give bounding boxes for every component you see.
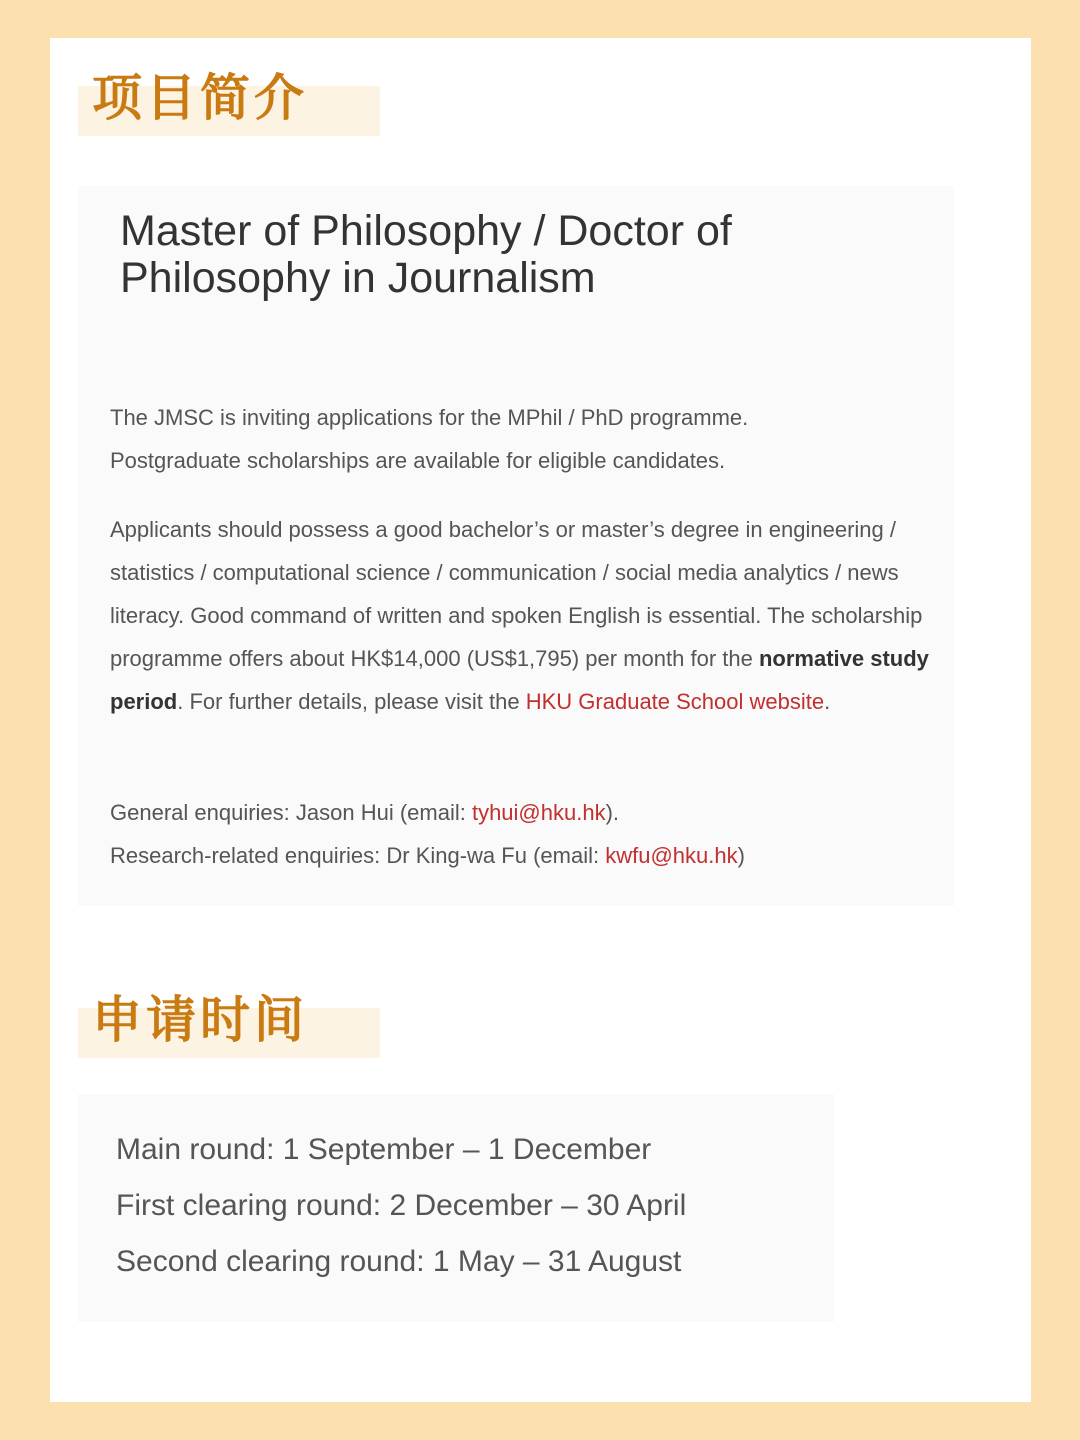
first-clearing-round: First clearing round: 2 December – 30 April (116, 1189, 687, 1222)
requirements-after-bold: . For further details, please visit the (177, 689, 526, 714)
second-clearing-round: Second clearing round: 1 May – 31 August (116, 1245, 682, 1278)
general-enquiries-prefix: General enquiries: Jason Hui (email: (110, 800, 472, 825)
requirements-paragraph (110, 508, 940, 723)
intro-line-2: Postgraduate scholarships are available for eligible candidates. (110, 448, 726, 473)
research-enquiries-prefix: Research-related enquiries: Dr King-wa Fu (email: (110, 843, 606, 868)
enquiries-paragraph (110, 791, 930, 877)
graduate-school-link[interactable]: HKU Graduate School website (525, 689, 825, 714)
intro-heading-text: 项目简介 (92, 69, 308, 127)
content-card (50, 38, 1031, 1402)
normative-study-period: normative study period (110, 646, 929, 714)
requirements-end: . (824, 689, 831, 714)
research-enquiries-email-link[interactable]: kwfu@hku.hk (605, 843, 738, 868)
general-enquiries-email-link[interactable]: tyhui@hku.hk (471, 800, 606, 825)
programme-panel (78, 186, 954, 906)
general-enquiries (110, 800, 619, 825)
intro-paragraph (110, 396, 930, 482)
intro-line-1: The JMSC is inviting applications for the MPhil / PhD programme. (110, 405, 749, 430)
programme-title: Master of Philosophy / Doctor of Philosophy in Journalism (120, 207, 732, 302)
research-enquiries (110, 843, 745, 868)
general-enquiries-suffix: ). (605, 800, 620, 825)
intro-section-heading (78, 69, 380, 136)
main-round: Main round: 1 September – 1 December (116, 1133, 652, 1166)
application-rounds-panel (78, 1094, 834, 1322)
timeline-heading-text: 申请时间 (92, 991, 308, 1049)
research-enquiries-suffix: ) (737, 843, 745, 868)
timeline-section-heading (78, 991, 380, 1058)
requirements-text: Applicants should possess a good bachelor’s or master’s degree in engineering / statistics / computational science / communication / social media analytics / news literacy. Good command of written and spoken English is essential. The scholarship programme offers about HK$14,000 (US$1,795) per month for the (110, 517, 923, 671)
